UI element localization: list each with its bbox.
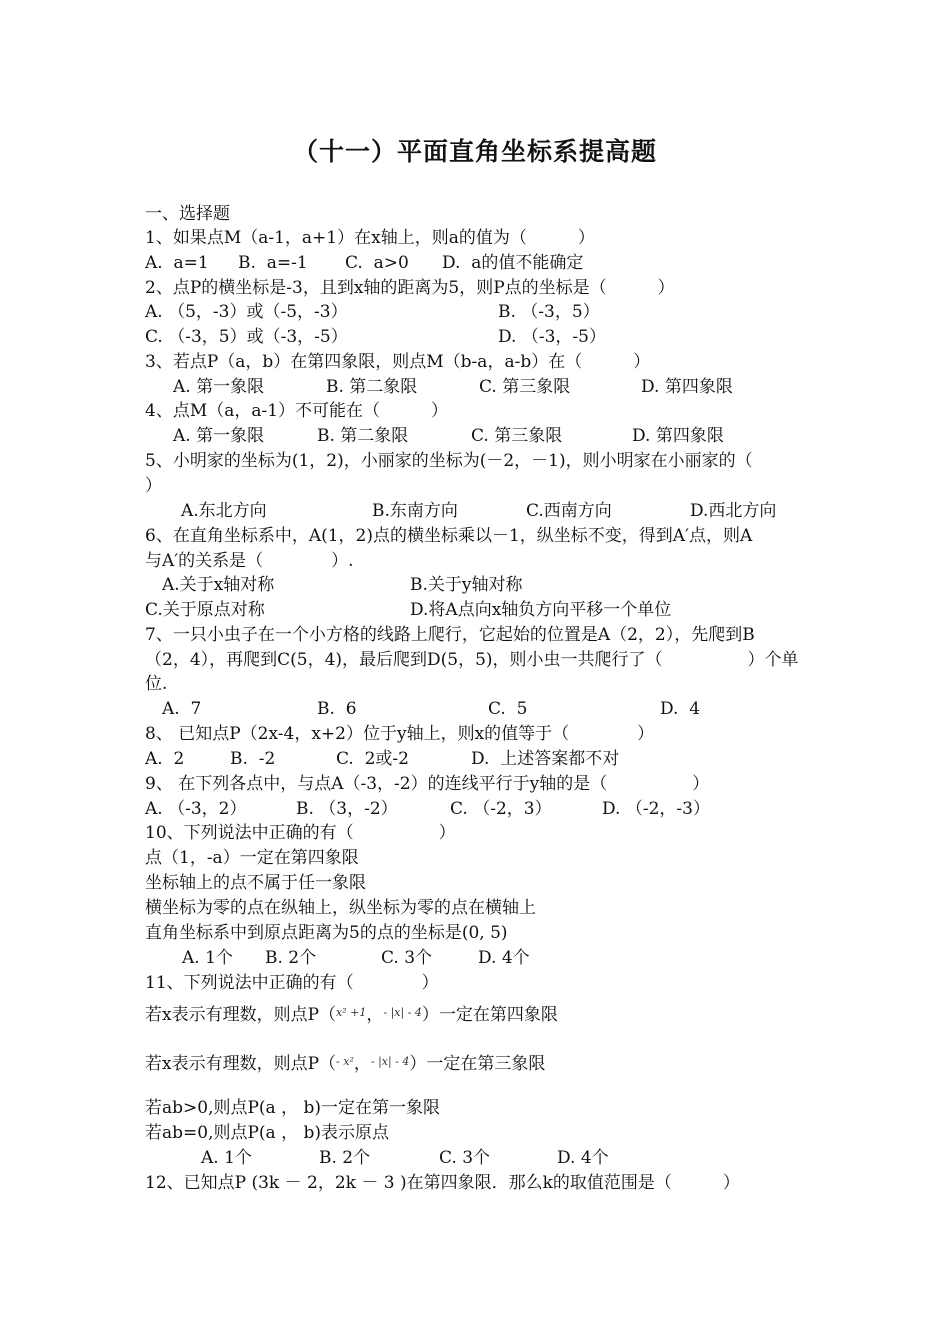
option-c: C. 3个	[439, 1148, 491, 1168]
statement-text-before: 若x表示有理数，则点P（	[145, 1005, 337, 1025]
question-11-statement-2	[145, 1050, 545, 1074]
math-expression: - |x| - 4	[383, 1006, 422, 1019]
option-a: A. 1个	[201, 1148, 252, 1168]
math-expression: - x²	[336, 1055, 354, 1068]
question-11-statement-1	[145, 1001, 558, 1025]
question-9-stem: 9、 在下列各点中，与点A（-3，-2）的连线平行于y轴的是（ ）	[145, 774, 710, 794]
option-d: D. （-2，-3）	[602, 799, 710, 819]
option-b: B. 2个	[265, 948, 317, 968]
option-b: B. 2个	[319, 1148, 371, 1168]
option-b: B. （3，-2）	[296, 799, 398, 819]
option-a: A. （5，-3）或（-5，-3）	[145, 302, 348, 322]
statement-text-after: ）一定在第三象限	[409, 1054, 546, 1074]
question-6-stem-line1: 6、在直角坐标系中，A(1，2)点的横坐标乘以－1，纵坐标不变，得到A′点，则A	[145, 526, 753, 546]
question-11-options	[145, 1146, 609, 1170]
option-a: A. （-3，2）	[145, 799, 247, 819]
option-d: D.西北方向	[690, 501, 777, 521]
option-d: D. 4个	[478, 948, 530, 968]
option-a: A. 第一象限	[173, 377, 265, 397]
page-title: （十一）平面直角坐标系提高题	[292, 137, 657, 166]
option-a: A. 1个	[182, 948, 233, 968]
question-10-statement-3: 横坐标为零的点在纵轴上，纵坐标为零的点在横轴上	[145, 898, 536, 918]
question-11-statement-3: 若ab>0,则点P(a ， b)一定在第一象限	[145, 1098, 441, 1118]
option-d: D.将A点向x轴负方向平移一个单位	[410, 600, 672, 620]
option-c: C. 第三象限	[471, 426, 563, 446]
option-c: C. （-3，5）或（-3，-5）	[145, 327, 348, 347]
question-12-stem: 12、已知点P (3k － 2，2k － 3 )在第四象限．那么k的取值范围是（ ）	[145, 1173, 740, 1193]
option-c: C.关于原点对称	[145, 600, 265, 620]
option-c: C.西南方向	[526, 501, 612, 521]
question-11-statement-4: 若ab=0,则点P(a ， b)表示原点	[145, 1123, 390, 1143]
option-b: B. 6	[317, 699, 357, 719]
option-c: C. 5	[488, 699, 528, 719]
question-7-stem-line1: 7、一只小虫子在一个小方格的线路上爬行，它起始的位置是A（2，2），先爬到B	[145, 625, 755, 645]
option-b: B.东南方向	[372, 501, 458, 521]
option-d: D. 上述答案都不对	[471, 749, 620, 769]
math-expression: x² +1	[336, 1006, 367, 1019]
option-b: B. a=-1	[238, 253, 308, 273]
question-9-options	[145, 797, 710, 821]
option-c: C. a>0	[345, 253, 409, 273]
option-a: A. 2	[145, 749, 185, 769]
question-10-statement-4: 直角坐标系中到原点距离为5的点的坐标是(0, 5)	[145, 923, 508, 943]
option-d: D. a的值不能确定	[442, 253, 584, 273]
question-2-options-row2	[145, 325, 606, 349]
option-a: A. 第一象限	[173, 426, 265, 446]
question-2-options-row1	[145, 300, 600, 324]
option-d: D. 第四象限	[632, 426, 724, 446]
question-8-options	[145, 747, 620, 771]
question-10-options	[145, 946, 530, 970]
separator: ，	[366, 1005, 384, 1025]
option-b: B.关于y轴对称	[410, 575, 523, 595]
option-c: C. 第三象限	[479, 377, 571, 397]
question-1-stem: 1、如果点M（a-1，a+1）在x轴上，则a的值为（ ）	[145, 228, 595, 248]
question-6-options-row1	[145, 573, 523, 597]
question-8-stem: 8、 已知点P（2x-4，x+2）位于y轴上，则x的值等于（ ）	[145, 724, 655, 744]
question-1-options	[145, 251, 584, 275]
question-4-options	[145, 424, 724, 448]
option-d: D. （-3，-5）	[498, 327, 606, 347]
option-a: A. 7	[162, 699, 202, 719]
option-d: D. 第四象限	[641, 377, 733, 397]
question-5-options	[145, 499, 777, 523]
option-d: D. 4个	[557, 1148, 609, 1168]
question-7-options	[145, 697, 701, 721]
question-4-stem: 4、点M（a，a-1）不可能在（ ）	[145, 401, 449, 421]
question-3-stem: 3、若点P（a，b）在第四象限，则点M（b-a，a-b）在（ ）	[145, 352, 651, 372]
option-b: B. -2	[230, 749, 276, 769]
question-6-stem-line2: 与A′的关系是（ ）.	[145, 551, 354, 571]
option-b: B. （-3，5）	[498, 302, 600, 322]
option-a: A.东北方向	[181, 501, 267, 521]
statement-text-before: 若x表示有理数，则点P（	[145, 1054, 337, 1074]
separator: ，	[353, 1054, 371, 1074]
question-10-stem: 10、下列说法中正确的有（ ）	[145, 823, 456, 843]
option-c: C. （-2，3）	[450, 799, 552, 819]
option-a: A.关于x轴对称	[162, 575, 275, 595]
statement-text-after: ）一定在第四象限	[421, 1005, 558, 1025]
section-heading: 一、选择题	[145, 204, 230, 224]
question-2-stem: 2、点P的横坐标是-3，且到x轴的距离为5，则P点的坐标是（ ）	[145, 278, 675, 298]
option-b: B. 第二象限	[317, 426, 409, 446]
question-3-options	[145, 375, 733, 399]
option-c: C. 2或-2	[336, 749, 409, 769]
question-11-stem: 11、下列说法中正确的有（ ）	[145, 973, 439, 993]
question-5-stem-line2: ）	[145, 476, 162, 496]
option-a: A. a=1	[145, 253, 209, 273]
option-b: B. 第二象限	[326, 377, 418, 397]
option-d: D. 4	[660, 699, 701, 719]
question-7-stem-line3: 位.	[145, 674, 168, 694]
question-10-statement-2: 坐标轴上的点不属于任一象限	[145, 873, 366, 893]
question-6-options-row2	[145, 598, 672, 622]
question-5-stem-line1: 5、小明家的坐标为(1，2)，小丽家的坐标为(－2，－1)，则小明家在小丽家的（	[145, 451, 753, 471]
math-expression: - |x| - 4	[370, 1055, 410, 1068]
option-c: C. 3个	[381, 948, 433, 968]
question-10-statement-1: 点（1，-a）一定在第四象限	[145, 848, 359, 868]
question-7-stem-line2: （2，4），再爬到C(5，4)，最后爬到D(5，5)，则小虫一共爬行了（ ）个单	[145, 650, 799, 670]
